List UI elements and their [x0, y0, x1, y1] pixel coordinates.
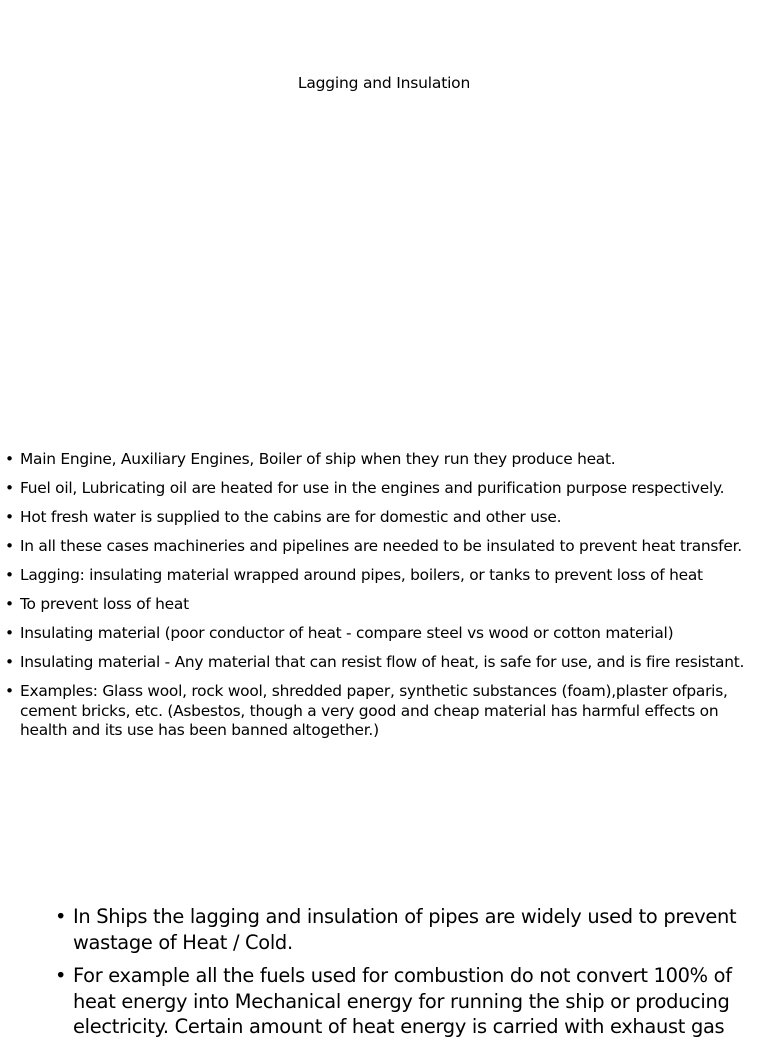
list-item-text: Main Engine, Auxiliary Engines, Boiler of ship when they run they produce heat.: [20, 450, 616, 468]
list-item: [55, 963, 760, 1040]
list-item-text: In Ships the lagging and insulation of pipes are widely used to prevent wastage of Heat / Cold.: [73, 905, 737, 954]
list-item: [55, 904, 760, 955]
list-item: [0, 682, 768, 741]
bullet-icon: •: [55, 905, 67, 928]
list-item: [0, 624, 768, 644]
list-item-text: To prevent loss of heat: [20, 594, 189, 613]
slide-1-bullet-list: [0, 450, 768, 750]
list-item: [0, 450, 768, 470]
bullet-icon: •: [55, 964, 67, 987]
list-item-text: Examples: Glass wool, rock wool, shredded paper, synthetic substances (foam),plaster ofparis, cement bricks, etc. (Asbestos, though a very good and cheap material has harmful effects on health and its use has been banned altogether.): [20, 681, 728, 740]
bullet-icon: •: [5, 594, 14, 613]
bullet-icon: •: [5, 536, 14, 555]
bullet-icon: •: [5, 623, 14, 642]
list-item-text: Insulating material (poor conductor of heat - compare steel vs wood or cotton material): [20, 623, 674, 642]
list-item-text: Hot fresh water is supplied to the cabins are for domestic and other use.: [20, 507, 562, 526]
list-item: [0, 566, 768, 586]
bullet-icon: •: [5, 450, 14, 468]
bullet-icon: •: [5, 478, 14, 497]
list-item-text: For example all the fuels used for combustion do not convert 100% of heat energy into Mechanical energy for running the ship or producing electricity. Certain amount of heat energy is carried with exhaust gas: [73, 964, 732, 1038]
list-item-text: In all these cases machineries and pipelines are needed to be insulated to prevent heat transfer.: [20, 536, 742, 555]
document-title: Lagging and Insulation: [297, 74, 471, 92]
list-item-text: Insulating material - Any material that can resist flow of heat, is safe for use, and is fire resistant.: [20, 652, 745, 671]
list-item: [0, 479, 768, 499]
list-item: [0, 537, 768, 557]
list-item-text: Lagging: insulating material wrapped around pipes, boilers, or tanks to prevent loss of heat: [20, 565, 703, 584]
list-item: [0, 508, 768, 528]
bullet-icon: •: [5, 681, 14, 700]
list-item-text: Fuel oil, Lubricating oil are heated for use in the engines and purification purpose respectively.: [20, 478, 725, 497]
list-item: [0, 653, 768, 673]
bullet-icon: •: [5, 652, 14, 671]
bullet-icon: •: [5, 507, 14, 526]
list-item: [0, 595, 768, 615]
bullet-icon: •: [5, 565, 14, 584]
slide-2-bullet-list: [55, 904, 760, 1048]
